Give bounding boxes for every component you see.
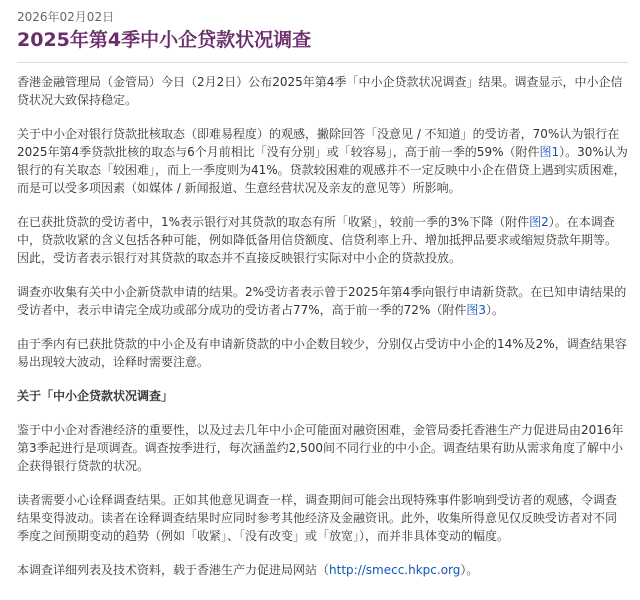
paragraph-volatility-note: 由于季内有已获批贷款的中小企及有申请新贷款的中小企数目较少，分别仅占受访中小企的14%及2%，调查结果容易出现较大波动，诠释时需要注意。 (17, 337, 627, 369)
paragraph-text: 关于中小企对银行贷款批核取态（即难易程度）的观感，撇除回答「没意见 / 不知道」的受访者，70%认为银行在2025年第4季贷款批核的取态与6个月前相比「没有分别」或「较容易」，高于前一季的59%（附件 (17, 127, 620, 159)
chart-1-link[interactable]: 图1 (539, 145, 560, 159)
paragraph-text: ）。30%认为银行的有关取态「较困难」，而上一季度则为41%。贷款较困难的观感并不一定反映中小企在借贷上遇到实质困难，而是可以受多项因素（如媒体 / 新闻报道、生意经营状况及亲友的意见等）所影响。 (17, 145, 628, 195)
publish-date: 2026年02月02日 (17, 10, 115, 24)
paragraph-intro: 香港金融管理局（金管局）今日（2月2日）公布2025年第4季「中小企贷款状况调查」结果。调查显示，中小企信贷状况大致保持稳定。 (17, 75, 623, 107)
paragraph-new-loan-applications (17, 283, 628, 319)
paragraph-text: 本调查详细列表及技术资料，载于香港生产力促进局网站（ (17, 563, 330, 577)
paragraph-text: ）。 (486, 303, 505, 317)
paragraph-text: ）。在本调查中，贷款收紧的含义包括各种可能，例如降低备用信贷额度、信贷利率上升、增加抵押品要求或缩短贷款年期等。因此，受访者表示银行对其贷款的取态并不直接反映银行实际对中小企的贷款投放。 (17, 215, 618, 265)
paragraph-text: ）。 (460, 563, 479, 577)
paragraph-credit-tightening (17, 213, 628, 267)
paragraph-details-source (17, 561, 628, 579)
page-title: 2025年第4季中小企贷款状况调查 (17, 29, 312, 51)
paragraph-text: 在已获批贷款的受访者中，1%表示银行对其贷款的取态有所「收紧」，较前一季的3%下降（附件 (17, 215, 530, 229)
paragraph-text: 调查亦收集有关中小企新贷款申请的结果。2%受访者表示曾于2025年第4季向银行申请新贷款。在已知申请结果的受访者中，表示申请完全成功或部分成功的受访者占77%，高于前一季的72%（附件 (17, 285, 627, 317)
chart-3-link[interactable]: 图3 (466, 303, 486, 317)
paragraph-interpretation-caution: 读者需要小心诠释调查结果。正如其他意见调查一样，调查期间可能会出现特殊事件影响到受访者的观感，令调查结果变得波动。读者在诠释调查结果时应同时参考其他经济及金融资讯。此外，收集所得意见仅反映受访者对不同季度之间预期变动的趋势（例如「收紧」、「没有改变」或「放宽」），而并非具体变动的幅度。 (17, 493, 618, 543)
paragraph-loan-approval-perception (17, 125, 628, 197)
paragraph-survey-background: 鉴于中小企对香港经济的重要性，以及过去几年中小企可能面对融资困难，金管局委托香港生产力促进局由2016年第3季起进行是项调查。调查按季进行，每次涵盖约2,500间不同行业的中小企。调查结果有助从需求角度了解中小企获得银行贷款的状况。 (17, 423, 624, 473)
hkpc-website-link[interactable]: http://smecc.hkpc.org (329, 563, 461, 577)
title-divider (17, 62, 628, 63)
chart-2-link[interactable]: 图2 (529, 215, 549, 229)
section-heading-about-survey: 关于「中小企贷款状况调查」 (17, 389, 174, 403)
